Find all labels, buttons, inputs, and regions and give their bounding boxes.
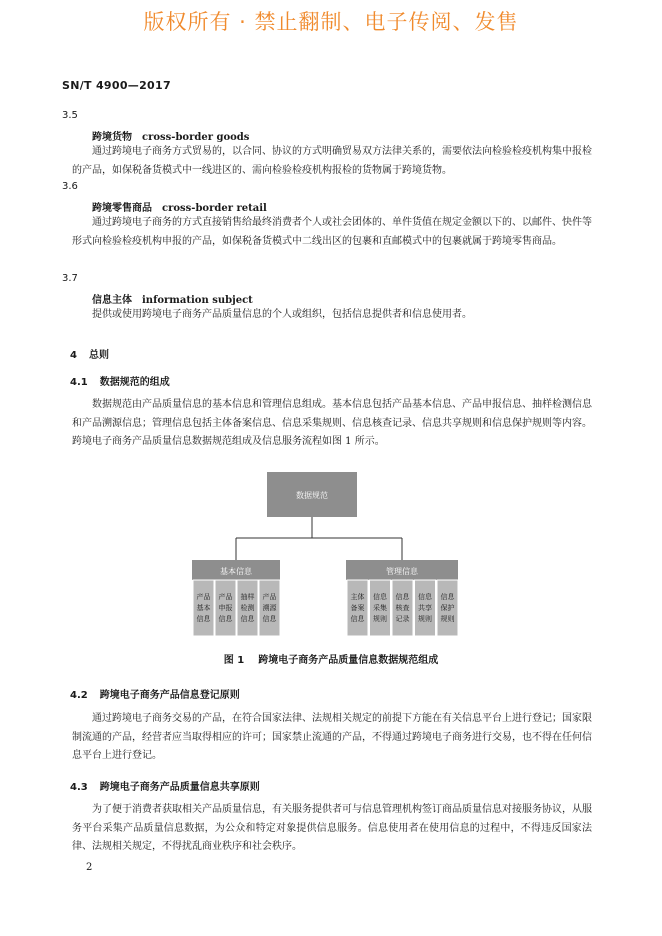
management-info-child-label: 规则 [440,615,455,623]
section-number: 4.3 [70,782,88,793]
section-number: 3.6 [62,181,78,192]
paragraph: 通过跨境电子商务交易的产品，在符合国家法律、法规相关规定的前提下方能在有关信息平台上进行登记；国家限制流通的产品，经营者应当取得相应的许可；国家禁止流通的产品，不得通过跨境电子商务进行交易，也不得在任何信息平台上进行登记。 [72,713,592,761]
management-info-child-label: 核查 [395,604,410,612]
section-title: 数据规范的组成 [99,377,170,388]
basic-info-child-label: 申报 [218,604,233,612]
basic-info-child-label: 信息 [240,615,255,623]
section-title: 跨境电子商务产品质量信息共享原则 [99,782,260,793]
basic-info-child-label: 信息 [196,615,211,623]
chapter-number: 4 [70,350,77,361]
basic-info-child-label: 抽样 [240,593,255,601]
basic-info-label: 基本信息 [220,567,252,576]
management-info-child-label: 备案 [350,604,365,612]
term-zh: 跨境零售商品 [92,203,152,214]
management-info-child-label: 共享 [418,604,432,612]
management-info-child-label: 信息 [373,593,387,601]
section-heading [70,686,240,701]
term-zh: 信息主体 [92,295,132,306]
section-number: 3.7 [62,273,78,284]
basic-info-children [193,580,280,636]
figure-caption [0,651,662,666]
term-en: cross-border retail [162,203,267,214]
management-info-child-label: 信息 [395,593,410,601]
basic-info-child-label: 信息 [218,615,233,623]
section-heading [70,778,260,793]
chapter-title: 总则 [88,350,109,361]
management-info-child-label: 采集 [373,604,387,612]
management-info-child-label: 规则 [373,615,387,623]
diagram-connectors [236,517,402,560]
term-definition: 提供或使用跨境电子商务产品质量信息的个人或组织，包括信息提供者和信息使用者。 [92,309,472,320]
management-info-child-label: 信息 [418,593,432,601]
section-number: 4.2 [70,690,88,701]
term-zh: 跨境货物 [92,132,132,143]
term-definition: 通过跨境电子商务方式贸易的，以合同、协议的方式明确贸易双方法律关系的，需要依法向检验检疫机构集中报检的产品，如保税备货模式中一线进区的、需向检验检疫机构报检的货物属于跨境货物。 [72,146,592,176]
figure-number: 图 1 [223,655,245,666]
root-label: 数据规范 [296,491,328,500]
management-info-child-label: 规则 [418,615,432,623]
page-number: 2 [86,862,93,873]
basic-info-child-label: 基本 [196,604,211,612]
basic-info-child-label: 溯源 [262,604,277,612]
management-info-label: 管理信息 [386,567,418,576]
basic-info-child-label: 产品 [218,593,233,601]
management-info-child-label: 信息 [350,615,365,623]
management-info-child-label: 信息 [440,593,455,601]
basic-info-child-label: 产品 [262,593,277,601]
basic-info-child-label: 产品 [196,593,211,601]
section-number: 3.5 [62,110,78,121]
paragraph: 为了便于消费者获取相关产品质量信息，有关服务提供者可与信息管理机构签订商品质量信息对接服务协议，从服务平台采集产品质量信息数据，为公众和特定对象提供信息服务。信息使用者在使用信息的过程中，不得违反国家法律、法规相关规定，不得扰乱商业秩序和社会秩序。 [72,804,592,852]
section-title: 跨境电子商务产品信息登记原则 [99,690,240,701]
term-definition: 通过跨境电子商务的方式直接销售给最终消费者个人或社会团体的、单件货值在规定金额以下的、以邮件、快件等形式向检验检疫机构申报的产品，如保税备货模式中二线出区的包裹和直邮模式中的包裹就属于跨境零售商品。 [72,217,592,247]
basic-info-child-label: 检测 [240,604,255,612]
paragraph: 数据规范由产品质量信息的基本信息和管理信息组成。基本信息包括产品基本信息、产品申报信息、抽样检测信息和产品溯源信息；管理信息包括主体备案信息、信息采集规则、信息核查记录、信息共享规则和信息保护规则等内容。跨境电子商务产品质量信息数据规范组成及信息服务流程如图 1 所示。 [72,399,592,447]
figure-title: 跨境电子商务产品质量信息数据规范组成 [258,655,439,666]
basic-info-child-label: 信息 [262,615,277,623]
standard-id: SN/T 4900—2017 [62,79,171,92]
term-en: information subject [142,295,253,306]
management-info-children [347,580,458,636]
management-info-child-label: 保护 [440,604,455,612]
management-info-child-label: 主体 [350,593,365,601]
management-info-child-label: 记录 [395,615,410,623]
term-en: cross-border goods [142,132,250,143]
section-number: 4.1 [70,377,88,388]
watermark: 版权所有 · 禁止翻制、电子传阅、发售 [143,10,519,34]
